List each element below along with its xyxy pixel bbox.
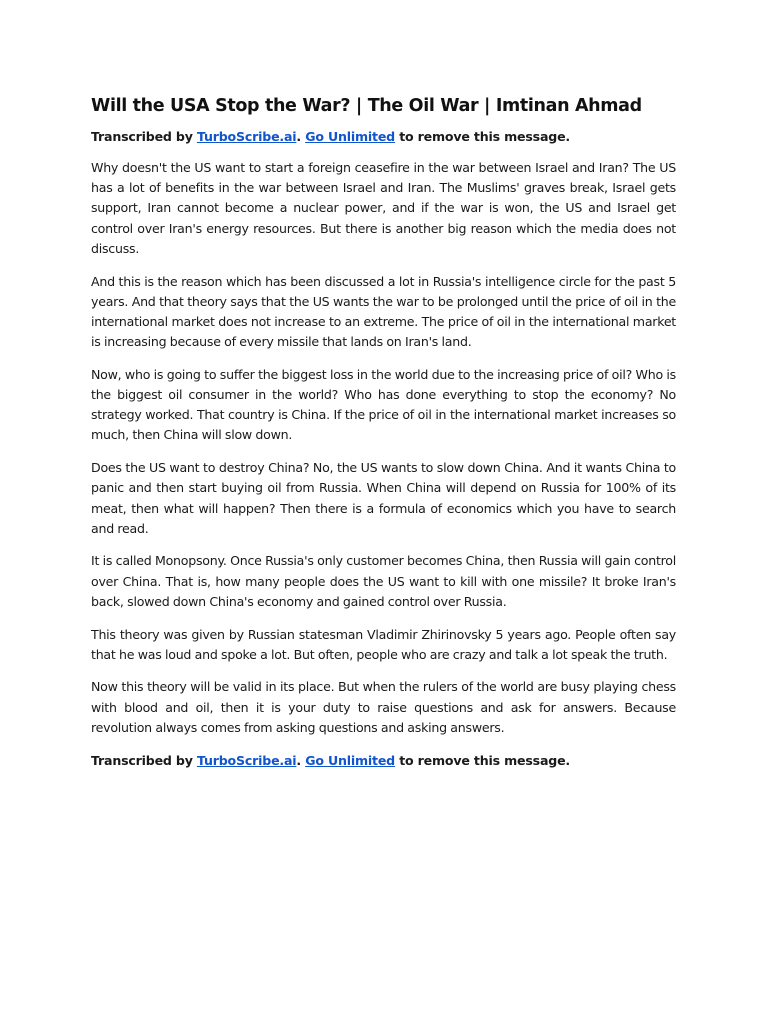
paragraph: It is called Monopsony. Once Russia's only customer becomes China, then Russia will gain control over China. That is, how many people does the US want to kill with one missile? It broke Iran's back, slowed down China's economy and gained control over Russia. (91, 553, 676, 609)
transcription-notice-bottom (91, 751, 676, 771)
go-unlimited-link[interactable]: Go Unlimited (305, 752, 396, 768)
document-page (91, 94, 676, 782)
go-unlimited-link[interactable]: Go Unlimited (305, 129, 396, 144)
paragraph: Now this theory will be valid in its place. But when the rulers of the world are busy playing chess with blood and oil, then it is your duty to raise questions and ask for answers. Because revolution always comes from asking questions and asking answers. (91, 679, 676, 735)
notice-suffix: to remove this message. (395, 129, 570, 144)
turboscribe-link[interactable]: TurboScribe.ai (196, 752, 297, 768)
paragraph: Why doesn't the US want to start a foreign ceasefire in the war between Israel and Iran? The US has a lot of benefits in the war between Israel and Iran. The Muslims' graves break, Israel gets support, Iran cannot become a nuclear power, and if the war is won, the US and Israel get control over Iran's energy resources. But there is another big reason which the media does not discuss. (91, 160, 676, 256)
notice-suffix: to remove this message. (395, 752, 570, 768)
paragraph: And this is the reason which has been discussed a lot in Russia's intelligence circle for the past 5 years. And that theory says that the US wants the war to be prolonged until the price of oil in the international market does not increase to an extreme. The price of oil in the international market is increasing because of every missile that lands on Iran's land. (91, 273, 676, 350)
notice-separator: . (296, 752, 306, 768)
document-title: Will the USA Stop the War? | The Oil War | Imtinan Ahmad (91, 96, 642, 116)
notice-prefix: Transcribed by (91, 752, 197, 768)
paragraph: This theory was given by Russian statesman Vladimir Zhirinovsky 5 years ago. People often say that he was loud and spoke a lot. But often, people who are crazy and talk a lot speak the truth. (91, 626, 676, 662)
notice-separator: . (296, 129, 306, 144)
notice-prefix: Transcribed by (91, 129, 197, 144)
transcription-notice-top (91, 127, 676, 147)
paragraph: Now, who is going to suffer the biggest loss in the world due to the increasing price of oil? Who is the biggest oil consumer in the world? Who has done everything to stop the economy? No strategy worked. That country is China. If the price of oil in the international market increases so much, then China will slow down. (91, 366, 676, 443)
paragraph: Does the US want to destroy China? No, the US wants to slow down China. And it wants China to panic and then start buying oil from Russia. When China will depend on Russia for 100% of its meat, then what will happen? Then there is a formula of economics which you have to search and read. (91, 460, 676, 536)
turboscribe-link[interactable]: TurboScribe.ai (196, 129, 297, 144)
